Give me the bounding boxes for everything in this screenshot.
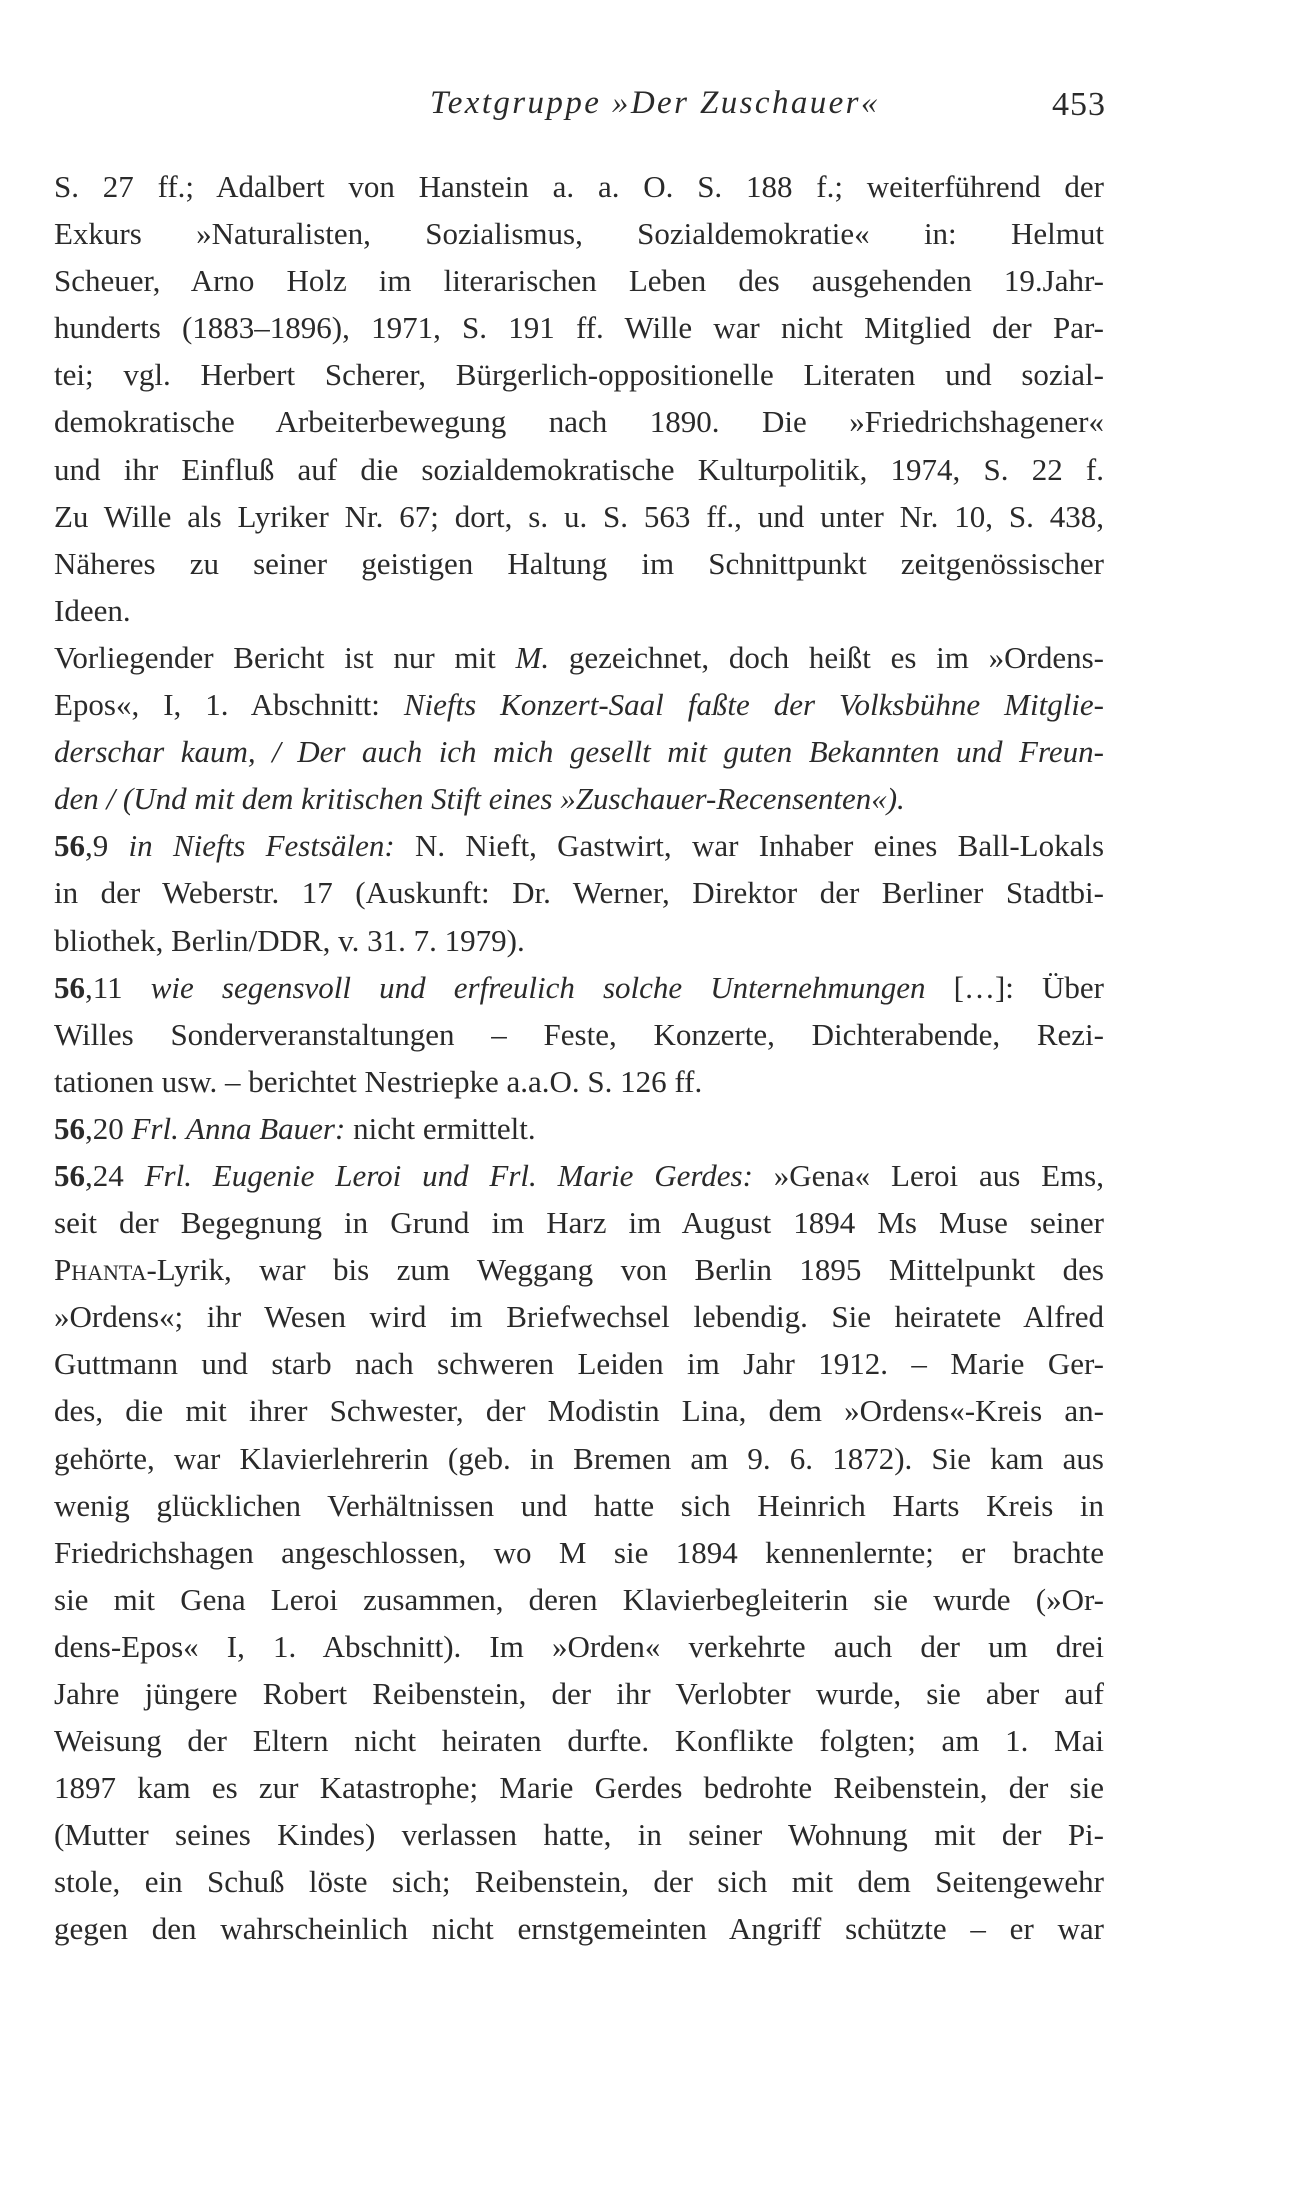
italic-segment: Frl. Anna Bauer: — [131, 1110, 346, 1146]
text-segment: hunderts (1883–1896), 1971, S. 191 ff. Wille war nicht Mitglied der Par- — [54, 310, 1104, 346]
text-segment: seit der Begegnung in Grund im Harz im August 1894 Ms Muse seiner — [54, 1205, 1104, 1241]
text-line — [54, 775, 1104, 822]
text-segment: […]: Über — [925, 969, 1104, 1005]
text-segment: N. Nieft, Gastwirt, war Inhaber eines Ball-Lokals — [394, 828, 1105, 864]
text-line — [54, 1340, 1104, 1387]
italic-segment: Frl. Eugenie Leroi und Frl. Marie Gerdes: — [144, 1157, 753, 1193]
small-caps-segment: Phanta — [54, 1252, 147, 1288]
text-line — [54, 634, 1104, 681]
text-segment: Scheuer, Arno Holz im literarischen Leben des ausgehenden 19.Jahr- — [54, 263, 1104, 299]
text-line — [54, 822, 1104, 869]
text-line — [54, 540, 1104, 587]
text-segment: ,24 — [85, 1157, 145, 1193]
text-line — [54, 163, 1104, 210]
text-segment: ,20 — [85, 1110, 132, 1146]
text-segment: sie mit Gena Leroi zusammen, deren Klavierbegleiterin sie wurde (»Or- — [54, 1581, 1104, 1617]
text-segment: Weisung der Eltern nicht heiraten durfte. Konflikte folgten; am 1. Mai — [54, 1723, 1104, 1759]
text-segment: ,9 — [85, 828, 129, 864]
text-segment: gehörte, war Klavierlehrerin (geb. in Bremen am 9. 6. 1872). Sie kam aus — [54, 1440, 1104, 1476]
text-line — [54, 1717, 1104, 1764]
text-segment: dens-Epos« I, 1. Abschnitt). Im »Orden« verkehrte auch der um drei — [54, 1628, 1104, 1664]
italic-segment: M. — [515, 639, 550, 675]
text-segment: »Ordens«; ihr Wesen wird im Briefwechsel lebendig. Sie heiratete Alfred — [54, 1299, 1104, 1335]
text-segment: gegen den wahrscheinlich nicht ernstgemeinten Angriff schützte – er war — [54, 1911, 1104, 1947]
text-line — [54, 1529, 1104, 1576]
running-head — [430, 78, 1110, 128]
text-segment: -Lyrik, war bis zum Weggang von Berlin 1895 Mittelpunkt des — [146, 1252, 1104, 1288]
text-segment: Exkurs »Naturalisten, Sozialismus, Sozialdemokratie« in: Helmut — [54, 216, 1104, 252]
text-line — [54, 493, 1104, 540]
italic-segment: Niefts Konzert-Saal faßte der Volksbühne Mitglie- — [403, 687, 1104, 723]
text-line — [54, 1623, 1104, 1670]
bold-lemma-number: 56 — [54, 969, 85, 1005]
text-line — [54, 1811, 1104, 1858]
text-line — [54, 304, 1104, 351]
text-line — [54, 257, 1104, 304]
text-segment: in der Weberstr. 17 (Auskunft: Dr. Werner, Direktor der Berliner Stadtbi- — [54, 875, 1104, 911]
text-line — [54, 1105, 1104, 1152]
text-line — [54, 964, 1104, 1011]
text-segment: Friedrichshagen angeschlossen, wo M sie 1894 kennenlernte; er brachte — [54, 1534, 1104, 1570]
text-line — [54, 1858, 1104, 1905]
text-line — [54, 1482, 1104, 1529]
text-segment: Epos«, I, 1. Abschnitt: — [54, 687, 404, 723]
text-segment: Ideen. — [54, 592, 131, 628]
text-segment: und ihr Einfluß auf die sozialdemokratische Kulturpolitik, 1974, S. 22 f. — [54, 451, 1104, 487]
text-line — [54, 1011, 1104, 1058]
text-segment: (Mutter seines Kindes) verlassen hatte, in seiner Wohnung mit der Pi- — [54, 1817, 1104, 1853]
italic-segment: den / (Und mit dem kritischen Stift eines »Zuschauer-Recensenten«). — [54, 781, 905, 817]
text-segment: tei; vgl. Herbert Scherer, Bürgerlich-oppositionelle Literaten und sozial- — [54, 357, 1104, 393]
text-segment: »Gena« Leroi aus Ems, — [752, 1157, 1104, 1193]
page-number: 453 — [1052, 86, 1106, 123]
bold-lemma-number: 56 — [54, 1110, 85, 1146]
text-line — [54, 681, 1104, 728]
text-segment: Näheres zu seiner geistigen Haltung im Schnittpunkt zeitgenössischer — [54, 545, 1104, 581]
text-segment: bliothek, Berlin/DDR, v. 31. 7. 1979). — [54, 922, 525, 958]
italic-segment: derschar kaum, / Der auch ich mich gesellt mit guten Bekannten und Freun- — [54, 734, 1104, 770]
text-line — [54, 869, 1104, 916]
text-segment: Willes Sonderveranstaltungen – Feste, Konzerte, Dichterabende, Rezi- — [54, 1016, 1104, 1052]
italic-segment: in Niefts Festsälen: — [128, 828, 395, 864]
text-line — [54, 1905, 1104, 1952]
running-title: Textgruppe »Der Zuschauer« — [430, 85, 880, 121]
text-line — [54, 1246, 1104, 1293]
text-line — [54, 917, 1104, 964]
text-line — [54, 1764, 1104, 1811]
text-segment: demokratische Arbeiterbewegung nach 1890. Die »Friedrichshagener« — [54, 404, 1104, 440]
bold-lemma-number: 56 — [54, 1157, 85, 1193]
text-segment: Vorliegender Bericht ist nur mit — [54, 639, 516, 675]
text-line — [54, 1152, 1104, 1199]
text-segment: Zu Wille als Lyriker Nr. 67; dort, s. u. S. 563 ff., und unter Nr. 10, S. 438, — [54, 498, 1104, 534]
text-segment: wenig glücklichen Verhältnissen und hatte sich Heinrich Harts Kreis in — [54, 1487, 1104, 1523]
text-line — [54, 1387, 1104, 1434]
text-segment: ,11 — [85, 969, 151, 1005]
text-line — [54, 1435, 1104, 1482]
text-segment: tationen usw. – berichtet Nestriepke a.a.O. S. 126 ff. — [54, 1063, 703, 1099]
text-segment: stole, ein Schuß löste sich; Reibenstein, der sich mit dem Seitengewehr — [54, 1864, 1104, 1900]
text-line — [54, 446, 1104, 493]
text-line — [54, 1293, 1104, 1340]
text-line — [54, 587, 1104, 634]
text-line — [54, 1670, 1104, 1717]
text-segment: gezeichnet, doch heißt es im »Ordens- — [549, 639, 1104, 675]
text-segment: Jahre jüngere Robert Reibenstein, der ihr Verlobter wurde, sie aber auf — [54, 1676, 1104, 1711]
text-segment: des, die mit ihrer Schwester, der Modistin Lina, dem »Ordens«-Kreis an- — [54, 1393, 1104, 1429]
text-line — [54, 210, 1104, 257]
text-segment: S. 27 ff.; Adalbert von Hanstein a. a. O. S. 188 f.; weiterführend der — [54, 169, 1104, 204]
text-segment: Guttmann und starb nach schweren Leiden im Jahr 1912. – Marie Ger- — [54, 1346, 1104, 1382]
text-line — [54, 728, 1104, 775]
text-line — [54, 398, 1104, 445]
text-line — [54, 1576, 1104, 1623]
body-text — [54, 163, 1104, 1953]
text-line — [54, 351, 1104, 398]
bold-lemma-number: 56 — [54, 828, 85, 864]
text-segment: nicht ermittelt. — [345, 1110, 536, 1146]
text-line — [54, 1058, 1104, 1105]
text-segment: 1897 kam es zur Katastrophe; Marie Gerdes bedrohte Reibenstein, der sie — [54, 1770, 1104, 1806]
text-line — [54, 1199, 1104, 1246]
italic-segment: wie segensvoll und erfreulich solche Unternehmungen — [150, 969, 926, 1005]
